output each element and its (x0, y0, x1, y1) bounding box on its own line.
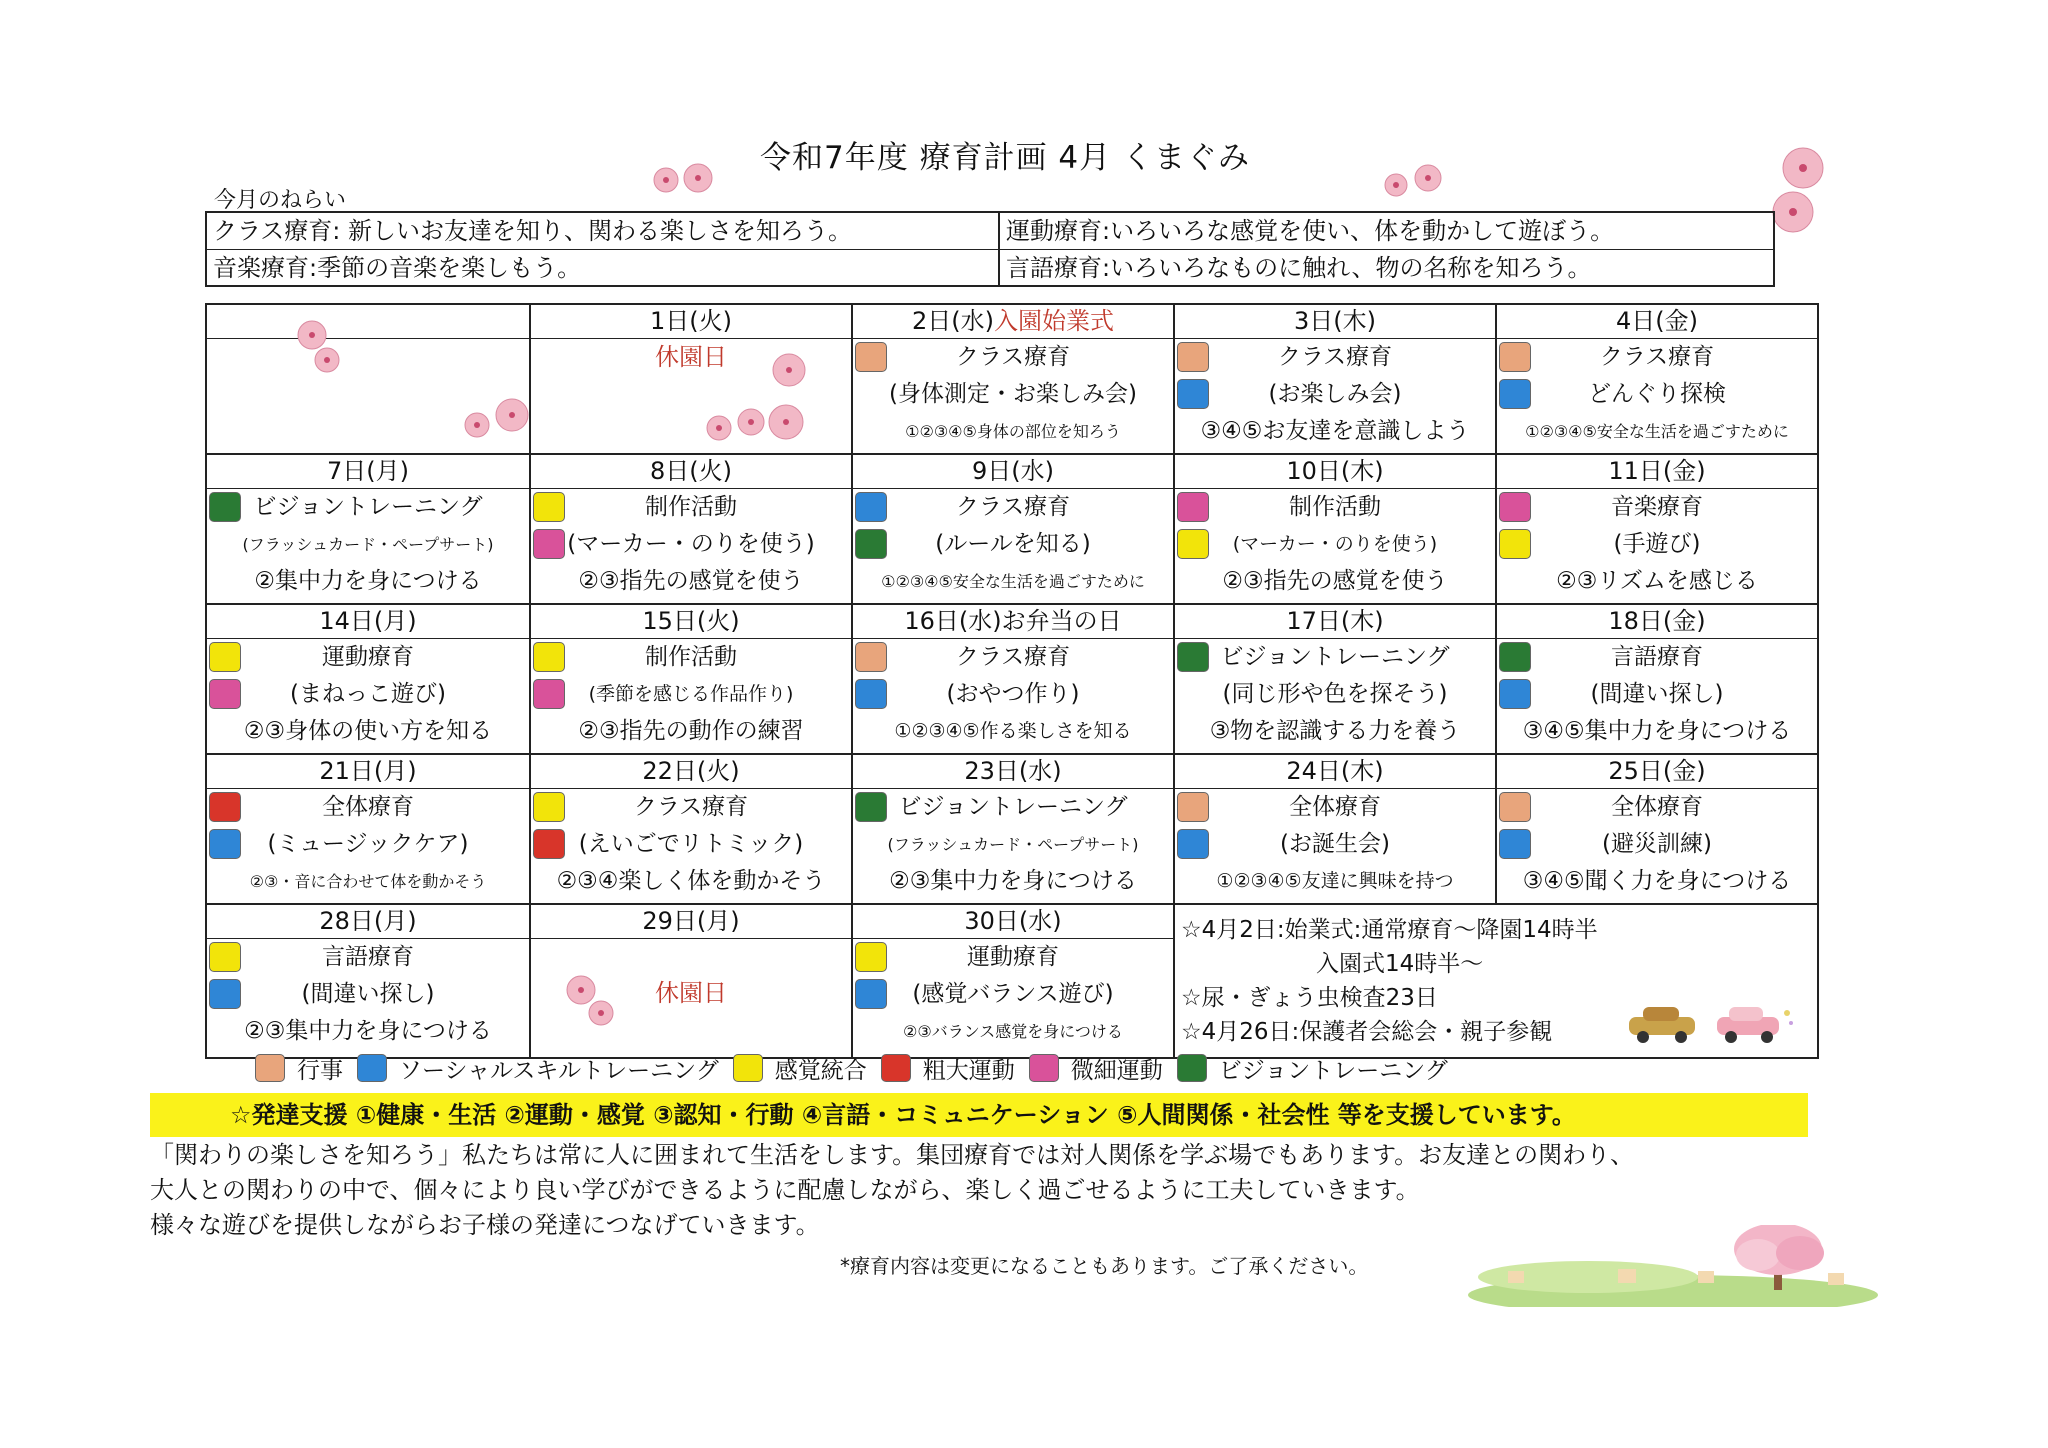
calendar-cell-day-21: 21日(月) 全体療育 (ミュージックケア) ②③・音に合わせて体を動かそう (206, 754, 530, 904)
activity-color-marker (855, 342, 887, 372)
activity-color-marker (209, 829, 241, 859)
activity-color-marker (855, 979, 887, 1009)
legend-item: ソーシャルスキルトレーニング (357, 1052, 719, 1085)
activity-color-marker (855, 679, 887, 709)
note-line: ☆尿・ぎょう虫検査23日 (1181, 985, 1438, 1011)
cherry-blossom-icon (648, 160, 718, 200)
cherry-blossom-icon (691, 350, 821, 450)
activity-color-marker (1499, 492, 1531, 522)
activity-color-marker (1499, 679, 1531, 709)
activity-color-marker (209, 792, 241, 822)
activity-color-marker (533, 529, 565, 559)
event-label: 入園始業式 (994, 307, 1114, 335)
calendar-cell-day-1: 1日(火) 休園日 (530, 304, 852, 454)
activity-color-marker (1177, 342, 1209, 372)
support-banner: ☆発達支援 ①健康・生活 ②運動・感覚 ③認知・行動 ④言語・コミュニケーション ⑤人間関係・社会性 等を支援しています。 (150, 1093, 1808, 1137)
activity-color-marker (855, 942, 887, 972)
color-legend (255, 1051, 1462, 1085)
calendar-week-3 (206, 604, 1818, 754)
calendar-week-4 (206, 754, 1818, 904)
calendar-cell-day-23: 23日(水) ビジョントレーニング (フラッシュカード・ペープサート) ②③集中力を身につける (852, 754, 1174, 904)
calendar-week-1 (206, 304, 1818, 454)
calendar-cell-day-29: 29日(月) 休園日 (530, 904, 852, 1058)
note-line: 入園式14時半〜 (1316, 951, 1484, 977)
activity-color-marker (1177, 792, 1209, 822)
note-line: ☆4月2日:始業式:通常療育〜降園14時半 (1181, 917, 1598, 943)
calendar-cell-day-22: 22日(火) クラス療育 (えいごでリトミック) ②③④楽しく体を動かそう (530, 754, 852, 904)
cherry-blossom-icon (561, 965, 621, 1035)
car-icon (1625, 1003, 1795, 1048)
activity-color-marker (1499, 529, 1531, 559)
activity-color-marker (1177, 492, 1209, 522)
calendar-cell-day-16: 16日(水)お弁当の日 クラス療育 (おやつ作り) ①②③④⑤作る楽しさを知る (852, 604, 1174, 754)
activity-color-marker (855, 642, 887, 672)
aim-language: 言語療育:いろいろなものに触れ、物の名称を知ろう。 (1006, 254, 1592, 282)
closed-label: 休園日 (655, 343, 727, 371)
legend-item: 感覚統合 (733, 1052, 867, 1085)
calendar-cell-day-17: 17日(木) ビジョントレーニング (同じ形や色を探そう) ③物を認識する力を養う (1174, 604, 1496, 754)
calendar-cell-day-8: 8日(火) 制作活動 (マーカー・のりを使う) ②③指先の感覚を使う (530, 454, 852, 604)
closed-label: 休園日 (655, 979, 727, 1007)
calendar-cell-day-7: 7日(月) ビジョントレーニング (フラッシュカード・ペープサート) ②集中力を身につける (206, 454, 530, 604)
legend-item: ビジョントレーニング (1177, 1052, 1448, 1085)
activity-color-marker (1177, 642, 1209, 672)
activity-color-marker (855, 529, 887, 559)
activity-color-marker (1177, 829, 1209, 859)
activity-color-marker (1499, 342, 1531, 372)
activity-color-marker (533, 679, 565, 709)
activity-color-marker (1499, 379, 1531, 409)
calendar-notes (1174, 904, 1818, 1058)
calendar-cell-day-24: 24日(木) 全体療育 (お誕生会) ①②③④⑤友達に興味を持つ (1174, 754, 1496, 904)
monthly-aims-box (205, 211, 1775, 287)
activity-color-marker (1499, 792, 1531, 822)
calendar-cell-day-30: 30日(水) 運動療育 (感覚バランス遊び) ②③バランス感覚を身につける (852, 904, 1174, 1058)
activity-color-marker (1177, 379, 1209, 409)
calendar-cell-day-28: 28日(月) 言語療育 (間違い探し) ②③集中力を身につける (206, 904, 530, 1058)
calendar-cell-day-25: 25日(金) 全体療育 (避災訓練) ③④⑤聞く力を身につける (1496, 754, 1818, 904)
calendar-cell-day-14: 14日(月) 運動療育 (まねっこ遊び) ②③身体の使い方を知る (206, 604, 530, 754)
activity-color-marker (855, 792, 887, 822)
aim-motor: 運動療育:いろいろな感覚を使い、体を動かして遊ぼう。 (1000, 213, 1773, 250)
calendar-cell-empty (206, 304, 530, 454)
calendar-cell-day-10: 10日(木) 制作活動 (マーカー・のりを使う) ②③指先の感覚を使う (1174, 454, 1496, 604)
aim-class: クラス療育: 新しいお友達を知り、関わる楽しさを知ろう。 (207, 213, 1000, 250)
activity-color-marker (1499, 829, 1531, 859)
calendar-table (205, 303, 1819, 1059)
activity-color-marker (533, 642, 565, 672)
calendar-cell-day-15: 15日(火) 制作活動 (季節を感じる作品作り) ②③指先の動作の練習 (530, 604, 852, 754)
cherry-tree-landscape-icon (1468, 1225, 1878, 1307)
calendar-cell-day-2: 2日(水)入園始業式 クラス療育 (身体測定・お楽しみ会) ①②③④⑤身体の部位を知ろう (852, 304, 1174, 454)
activity-color-marker (533, 492, 565, 522)
activity-color-marker (1177, 529, 1209, 559)
activity-color-marker (533, 829, 565, 859)
calendar-week-2 (206, 454, 1818, 604)
cherry-blossom-icon (1768, 140, 1828, 240)
note-line: ☆4月26日:保護者会総会・親子参観 (1181, 1019, 1553, 1045)
calendar-cell-day-11: 11日(金) 音楽療育 (手遊び) ②③リズムを感じる (1496, 454, 1818, 604)
activity-color-marker (855, 492, 887, 522)
legend-item: 粗大運動 (881, 1052, 1015, 1085)
calendar-cell-day-4: 4日(金) クラス療育 どんぐり探検 ①②③④⑤安全な生活を過ごすために (1496, 304, 1818, 454)
legend-item: 行事 (255, 1052, 343, 1085)
monthly-aims-label: 今月のねらい (214, 188, 347, 213)
calendar-week-5 (206, 904, 1818, 1058)
calendar-cell-day-9: 9日(水) クラス療育 (ルールを知る) ①②③④⑤安全な生活を過ごすために (852, 454, 1174, 604)
cherry-blossom-icon (257, 315, 537, 445)
legend-item: 微細運動 (1029, 1052, 1163, 1085)
activity-color-marker (209, 942, 241, 972)
activity-color-marker (1499, 642, 1531, 672)
page-title: 令和7年度 療育計画 4月 くまぐみ (760, 140, 1251, 176)
activity-color-marker (209, 679, 241, 709)
footnote: *療育内容は変更になることもあります。ご了承ください。 (840, 1254, 1369, 1278)
description: 「関わりの楽しさを知ろう」私たちは常に人に囲まれて生活をします。集団療育では対人関係を学ぶ場でもあります。お友達との関わり、 大人との関わりの中で、個々により良い学びができるように配慮しながら、楽しく過ごせるように工夫していきます。 様々な遊びを提供しながらお子様の発達につなげていきます。 (150, 1141, 1635, 1239)
activity-color-marker (209, 492, 241, 522)
calendar-cell-day-3: 3日(木) クラス療育 (お楽しみ会) ③④⑤お友達を意識しよう (1174, 304, 1496, 454)
cherry-blossom-icon (1378, 160, 1448, 205)
activity-color-marker (209, 642, 241, 672)
aim-music: 音楽療育:季節の音楽を楽しもう。 (207, 250, 1000, 287)
calendar-cell-day-18: 18日(金) 言語療育 (間違い探し) ③④⑤集中力を身につける (1496, 604, 1818, 754)
activity-color-marker (533, 792, 565, 822)
activity-color-marker (209, 979, 241, 1009)
